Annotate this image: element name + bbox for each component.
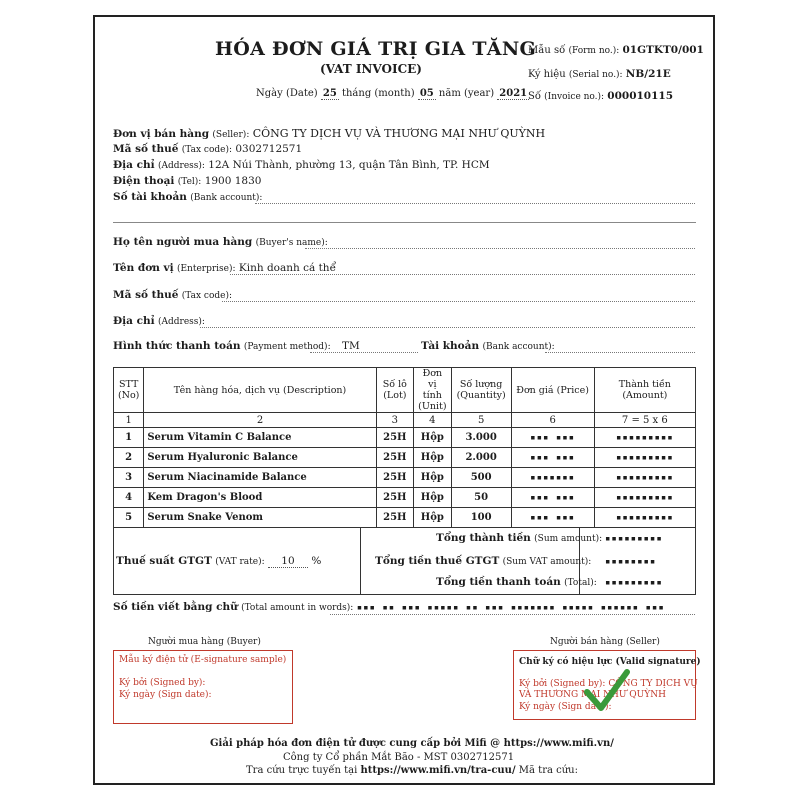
footer-provider: Giải pháp hóa đơn điện tử được cung cấp bởi Mifi @ https://www.mifi.vn/ [210,738,614,749]
row-number: 4 [114,488,144,508]
row-lot: 25H [376,448,413,468]
index-cell: 4 [413,413,451,428]
sum-vat-value: ▪▪▪▪▪▪▪▪ [605,557,657,567]
row-description: Serum Snake Venom [144,508,376,528]
valid-signature-label: Chữ ký có hiệu lực (Valid signature) [519,657,701,667]
row-number: 2 [114,448,144,468]
dotted-line [230,274,695,275]
items-table [113,367,696,528]
row-amount: ▪▪▪▪▪▪▪▪▪ [594,428,695,448]
row-number: 5 [114,508,144,528]
buyer-signature-sample: Mẫu ký điện tử (E-signature sample) [119,655,287,665]
totals-divider [360,527,361,594]
index-cell: 5 [451,413,511,428]
row-quantity: 500 [451,468,511,488]
row-quantity: 100 [451,508,511,528]
index-cell: 6 [511,413,594,428]
invoice-date: Ngày (Date) 25 tháng (month) 05 năm (year) 2021 [256,88,528,99]
seller-signed-by: Ký bởi (Signed by): CÔNG TY DỊCH VỤ [519,679,698,689]
index-cell: 2 [144,413,376,428]
footer-company: Công ty Cổ phần Mắt Bão - MST 0302712571 [283,752,515,763]
footer-lookup: Tra cứu trực tuyến tại https://www.mifi.vn/tra-cuu/ Mã tra cứu: [246,765,578,776]
index-row [114,413,696,428]
table-row [114,488,696,508]
row-unit: Hộp [413,448,451,468]
dotted-line [545,352,695,353]
section-divider [113,222,696,223]
row-amount: ▪▪▪▪▪▪▪▪▪ [594,468,695,488]
index-cell: 3 [376,413,413,428]
buyer-bank-account: Tài khoản (Bank account): [421,340,555,352]
table-row [114,448,696,468]
seller-phone: Điện thoại (Tel): 1900 1830 [113,175,262,187]
table-row [114,468,696,488]
seller-bank-account: Số tài khoản (Bank account): [113,191,263,203]
row-quantity: 50 [451,488,511,508]
row-unit: Hộp [413,488,451,508]
buyer-enterprise: Tên đơn vị (Enterprise): Kinh doanh cá thể [113,262,337,274]
row-number: 1 [114,428,144,448]
amount-in-words: Số tiền viết bằng chữ (Total amount in words): ▪▪▪ ▪▪ ▪▪▪ ▪▪▪▪▪ ▪▪ ▪▪▪ ▪▪▪▪▪▪▪ ▪▪▪▪▪ ▪▪▪▪▪▪ ▪▪▪ [113,601,665,613]
table-row [114,428,696,448]
row-description: Serum Niacinamide Balance [144,468,376,488]
row-description: Serum Vitamin C Balance [144,428,376,448]
row-amount: ▪▪▪▪▪▪▪▪▪ [594,448,695,468]
row-price: ▪▪▪ ▪▪▪ [511,448,594,468]
row-lot: 25H [376,488,413,508]
dotted-line [330,614,695,615]
invoice-title: HÓA ĐƠN GIÁ TRỊ GIA TĂNG [215,38,537,60]
valid-checkmark-icon [583,668,631,714]
row-lot: 25H [376,468,413,488]
form-number: Mẫu số (Form no.): 01GTKT0/001 [528,44,704,56]
buyer-tax-code: Mã số thuế (Tax code): [113,289,233,301]
seller-tax-code: Mã số thuế (Tax code): 0302712571 [113,143,303,155]
invoice-subtitle: (VAT INVOICE) [320,62,422,76]
buyer-signed-by: Ký bởi (Signed by): [119,678,206,688]
row-quantity: 2.000 [451,448,511,468]
seller-sign-date: Ký ngày (Sign date): [519,702,612,712]
sum-vat-label: Tổng tiền thuế GTGT (Sum VAT amount): [375,555,592,567]
lookup-link[interactable]: https://www.mifi.vn/tra-cuu/ [360,765,516,776]
sum-amount-label: Tổng thành tiền (Sum amount): [436,532,603,544]
index-cell: 7 = 5 x 6 [594,413,695,428]
dotted-line [222,301,695,302]
seller-address: Địa chỉ (Address): 12A Núi Thành, phường 13, quận Tân Bình, TP. HCM [113,159,490,171]
dotted-line [305,248,695,249]
table-header-row [114,368,696,413]
header-quantity: Số lượng (Quantity) [451,368,511,413]
row-unit: Hộp [413,468,451,488]
row-lot: 25H [376,508,413,528]
row-number: 3 [114,468,144,488]
row-price: ▪▪▪▪▪▪▪ [511,468,594,488]
sum-amount-value: ▪▪▪▪▪▪▪▪▪ [605,534,663,544]
buyer-sign-date: Ký ngày (Sign date): [119,690,212,700]
buyer-address: Địa chỉ (Address): [113,315,205,327]
invoice-number: Số (Invoice no.): 000010115 [528,90,674,102]
header-description: Tên hàng hóa, dịch vụ (Description) [144,368,376,413]
row-price: ▪▪▪ ▪▪▪ [511,488,594,508]
header-lot: Số lô (Lot) [376,368,413,413]
payment-method: Hình thức thanh toán (Payment method): TM [113,340,360,352]
total-value: ▪▪▪▪▪▪▪▪▪ [605,578,663,588]
serial-number: Ký hiệu (Serial no.): NB/21E [528,68,671,80]
seller-signed-by-line2: VÀ THƯƠNG MẠI NHƯ QUỲNH [519,690,666,700]
row-lot: 25H [376,428,413,448]
seller-name: Đơn vị bán hàng (Seller): CÔNG TY DỊCH VỤ VÀ THƯƠNG MẠI NHƯ QUỲNH [113,127,546,140]
header-amount: Thành tiền (Amount) [594,368,695,413]
table-row [114,508,696,528]
vat-rate: Thuế suất GTGT (VAT rate): 10 % [116,555,322,567]
total-label: Tổng tiền thanh toán (Total): [436,576,597,588]
row-quantity: 3.000 [451,428,511,448]
index-cell: 1 [114,413,144,428]
row-description: Kem Dragon's Blood [144,488,376,508]
row-amount: ▪▪▪▪▪▪▪▪▪ [594,488,695,508]
dotted-line [255,203,695,204]
row-unit: Hộp [413,428,451,448]
row-amount: ▪▪▪▪▪▪▪▪▪ [594,508,695,528]
row-price: ▪▪▪ ▪▪▪ [511,508,594,528]
header-unit: Đơn vị tính (Unit) [413,368,451,413]
header-stt: STT (No) [114,368,144,413]
row-description: Serum Hyaluronic Balance [144,448,376,468]
buyer-name: Họ tên người mua hàng (Buyer's name): [113,236,328,248]
row-unit: Hộp [413,508,451,528]
dotted-line [310,352,418,353]
buyer-signature-title: Người mua hàng (Buyer) [148,637,261,647]
row-price: ▪▪▪ ▪▪▪ [511,428,594,448]
seller-signature-title: Người bán hàng (Seller) [550,637,660,647]
dotted-line [200,327,695,328]
header-price: Đơn giá (Price) [511,368,594,413]
